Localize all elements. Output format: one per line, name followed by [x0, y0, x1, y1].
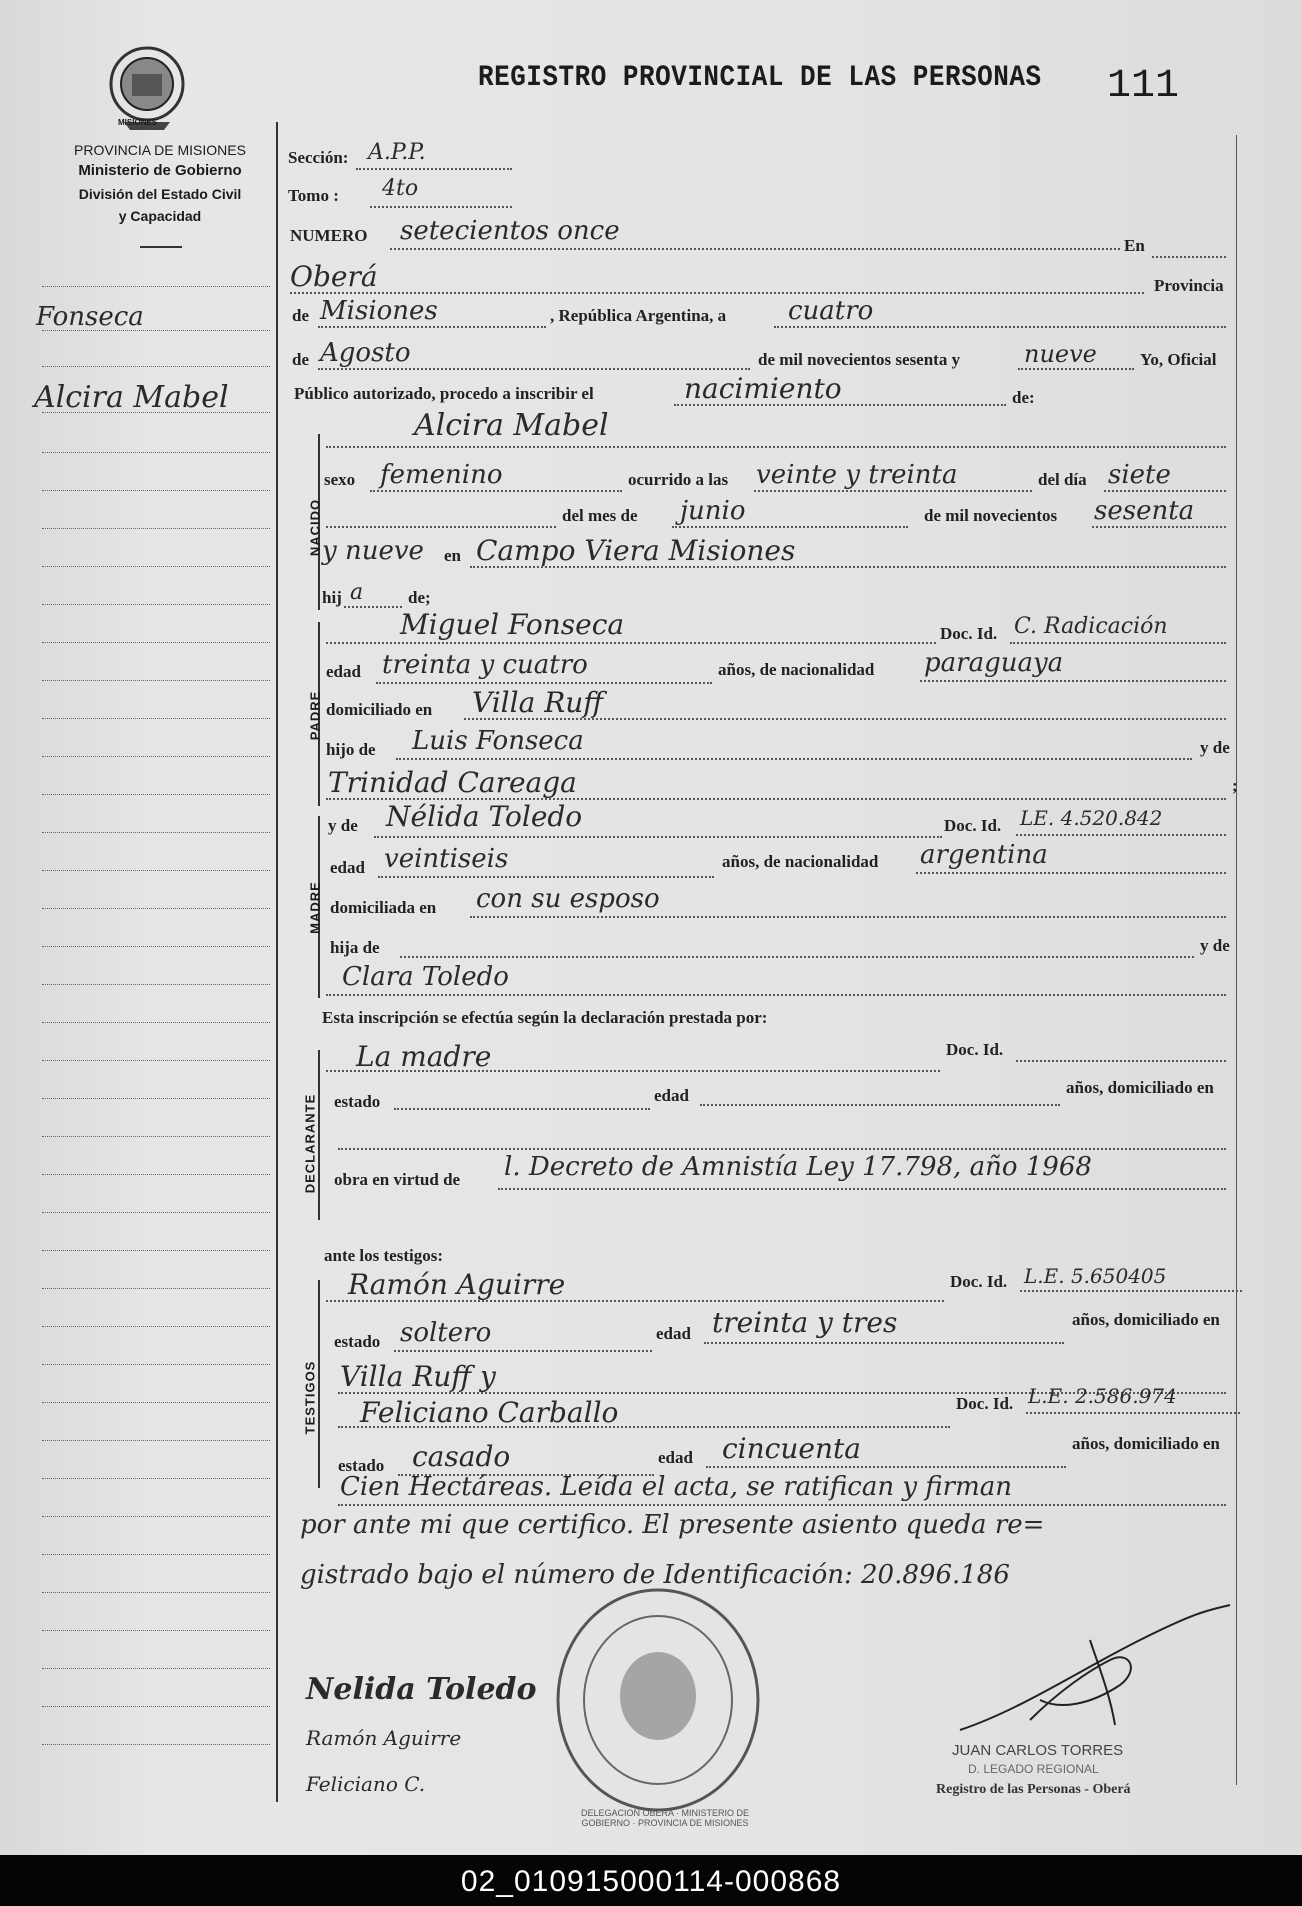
field-line: [318, 326, 546, 328]
hij-label: hij: [322, 588, 342, 607]
place-value: Oberá: [290, 260, 378, 293]
ministry-name: Ministerio de Gobierno: [78, 162, 242, 179]
testigo1-edad-label: edad: [656, 1324, 691, 1343]
margin-rule: [42, 984, 270, 985]
padre-hijo-label: hijo de: [326, 740, 376, 759]
field-line: [338, 1504, 1226, 1506]
birth-month-value: junio: [680, 496, 746, 526]
margin-rule: [42, 490, 270, 491]
margin-rule: [42, 1326, 270, 1327]
field-line: [370, 206, 512, 208]
margin-rule: [42, 1630, 270, 1631]
testigo1-name: Ramón Aguirre: [348, 1268, 566, 1301]
testigo1-edad-value: treinta y tres: [712, 1306, 898, 1339]
de2-label: de:: [1012, 388, 1035, 407]
field-line: [344, 606, 402, 608]
testigo1-estado-value: soltero: [400, 1318, 492, 1348]
day-value: cuatro: [788, 296, 874, 326]
testigo1-dom-value: Villa Ruff y: [340, 1360, 496, 1393]
padre-semicolon: ;: [1232, 776, 1238, 795]
section-bracket: [318, 1280, 320, 1488]
en-label: En: [1124, 236, 1145, 255]
margin-rule: [42, 1212, 270, 1213]
madre-yde2-label: y de: [1200, 936, 1230, 955]
padre-nac-value: paraguaya: [924, 648, 1064, 678]
official-office: Registro de las Personas - Oberá: [936, 1782, 1131, 1797]
padre-nac-label: años, de nacionalidad: [718, 660, 875, 679]
field-line: [400, 956, 1194, 958]
birth-day-value: siete: [1108, 460, 1171, 490]
declarante-dom-label: años, domiciliado en: [1066, 1078, 1214, 1097]
margin-rule: [42, 528, 270, 529]
margin-rule: [42, 366, 270, 367]
madre-mother-value: Clara Toledo: [342, 962, 509, 992]
margin-rule: [42, 1288, 270, 1289]
testigo2-name: Feliciano Carballo: [360, 1396, 619, 1429]
province-name: PROVINCIA DE MISIONES: [74, 142, 246, 158]
margin-rule: [42, 1516, 270, 1517]
field-line: [1152, 256, 1226, 258]
field-line: [356, 168, 512, 170]
margin-given-names: Alcira Mabel: [34, 380, 229, 415]
margin-rule: [42, 1250, 270, 1251]
margin-rule: [42, 718, 270, 719]
de-label: de: [292, 350, 309, 369]
padre-dom-label: domiciliado en: [326, 700, 433, 719]
testigo2-doc-label: Doc. Id.: [956, 1394, 1014, 1413]
declarante-doc-label: Doc. Id.: [946, 1040, 1004, 1059]
margin-rule: [42, 412, 270, 413]
footer-bar: [0, 1855, 1302, 1906]
stamp-text: DELEGACION OBERA · MINISTERIO DE GOBIERNO · PROVINCIA DE MISIONES: [580, 1808, 750, 1828]
month-value: Agosto: [320, 338, 411, 368]
field-line: [318, 368, 750, 370]
margin-divider: [276, 122, 278, 1802]
official-stamp-icon: [548, 1580, 768, 1820]
field-line: [1026, 1412, 1240, 1414]
declarante-estado-label: estado: [334, 1092, 381, 1111]
padre-edad-label: edad: [326, 662, 361, 681]
numero-label: NUMERO: [290, 226, 368, 245]
tomo-label: Tomo :: [288, 186, 339, 205]
madre-dom-label: domiciliada en: [330, 898, 437, 917]
margin-rule: [42, 1478, 270, 1479]
madre-side-label: MADRE: [307, 881, 323, 934]
padre-dom-value: Villa Ruff: [472, 686, 604, 719]
ocurrido-label: ocurrido a las: [628, 470, 729, 489]
signature-testigo-2: Feliciano C.: [306, 1772, 426, 1796]
declarante-intro: Esta inscripción se efectúa según la declaración prestada por:: [322, 1008, 768, 1027]
madre-edad-value: veintiseis: [384, 844, 509, 874]
page-title: REGISTRO PROVINCIAL DE LAS PERSONAS: [478, 59, 1042, 95]
declarante-name: La madre: [356, 1040, 492, 1073]
margin-rule: [42, 680, 270, 681]
de-label: de: [292, 306, 309, 325]
madre-dom-value: con su esposo: [476, 884, 660, 914]
field-line: [700, 1104, 1060, 1106]
testigo2-estado-value: casado: [412, 1440, 511, 1473]
padre-edad-value: treinta y cuatro: [382, 650, 588, 680]
field-line: [338, 1426, 950, 1428]
margin-rule: [42, 794, 270, 795]
field-line: [706, 1466, 1066, 1468]
field-line: [390, 248, 1120, 250]
padre-father-value: Luis Fonseca: [412, 726, 584, 756]
testigo1-doc-label: Doc. Id.: [950, 1272, 1008, 1291]
field-line: [1104, 490, 1226, 492]
field-line: [754, 490, 1032, 492]
testigo2-dom-label: años, domiciliado en: [1072, 1434, 1220, 1453]
field-line: [378, 876, 714, 878]
right-border: [1236, 135, 1237, 1785]
nacido-side-label: NACIDO: [307, 498, 323, 557]
testigo1-estado-label: estado: [334, 1332, 381, 1351]
field-line: [704, 1342, 1064, 1344]
padre-doc-label: Doc. Id.: [940, 624, 998, 643]
margin-rule: [42, 1744, 270, 1745]
madre-edad-label: edad: [330, 858, 365, 877]
testigo1-dom-label: años, domiciliado en: [1072, 1310, 1220, 1329]
testigo2-edad-label: edad: [658, 1448, 693, 1467]
division-line-1: División del Estado Civil: [78, 186, 242, 202]
field-line: [374, 836, 942, 838]
margin-rule: [42, 604, 270, 605]
field-line: [394, 1108, 650, 1110]
publico-label: Público autorizado, procedo a inscribir el: [294, 384, 594, 403]
field-line: [774, 326, 1226, 328]
margin-rule: [42, 946, 270, 947]
numero-value: setecientos once: [400, 216, 620, 246]
margin-rule: [42, 1098, 270, 1099]
seccion-value: A.P.P.: [368, 140, 426, 165]
field-line: [470, 916, 1226, 918]
field-line: [396, 758, 1192, 760]
tomo-value: 4to: [382, 176, 419, 201]
margin-rule: [42, 642, 270, 643]
nacido-name: Alcira Mabel: [414, 408, 609, 443]
field-line: [370, 490, 622, 492]
madre-yde-label: y de: [328, 816, 358, 835]
mes-label: del mes de: [562, 506, 638, 525]
official-role: D. LEGADO REGIONAL: [968, 1762, 1099, 1776]
margin-rule: [42, 286, 270, 287]
divider: [140, 246, 182, 248]
margin-rule: [42, 870, 270, 871]
madre-nac-value: argentina: [920, 840, 1048, 870]
margin-rule: [42, 1440, 270, 1441]
year-value: nueve: [1024, 340, 1097, 368]
field-line: [1016, 834, 1226, 836]
margin-rule: [42, 1402, 270, 1403]
margin-rule: [42, 330, 270, 331]
birth-place-value: Campo Viera Misiones: [476, 534, 796, 567]
madre-hija-label: hija de: [330, 938, 380, 957]
sexo-value: femenino: [380, 460, 503, 490]
margin-rule: [42, 832, 270, 833]
field-line: [326, 446, 1226, 448]
field-line: [672, 526, 908, 528]
field-line: [326, 642, 936, 644]
closing-line-2: por ante mi que certifico. El presente asiento queda re=: [300, 1510, 1045, 1540]
testigo2-edad-value: cincuenta: [722, 1432, 861, 1465]
field-line: [326, 994, 1226, 996]
margin-rule: [42, 1060, 270, 1061]
sexo-label: sexo: [324, 470, 356, 489]
del-dia-label: del día: [1038, 470, 1087, 489]
section-bracket: [318, 1050, 320, 1220]
margin-rule: [42, 756, 270, 757]
testigo2-estado-label: estado: [338, 1456, 385, 1475]
official-name: JUAN CARLOS TORRES: [952, 1742, 1124, 1759]
field-line: [1018, 368, 1134, 370]
margin-rule: [42, 566, 270, 567]
birth-year-value: sesenta: [1094, 496, 1195, 526]
margin-rule: [42, 1136, 270, 1137]
hour-value: veinte y treinta: [756, 460, 958, 490]
margin-rule: [42, 1174, 270, 1175]
field-line: [1020, 1290, 1242, 1292]
padre-doc-value: C. Radicación: [1014, 614, 1168, 639]
margin-rule: [42, 1022, 270, 1023]
en-label: en: [444, 546, 461, 565]
act-type-value: nacimiento: [684, 372, 842, 405]
official-signature-icon: [940, 1600, 1240, 1750]
margin-rule: [42, 1706, 270, 1707]
madre-doc-label: Doc. Id.: [944, 816, 1002, 835]
field-line: [326, 1070, 940, 1072]
field-line: [920, 680, 1226, 682]
margin-rule: [42, 452, 270, 453]
province-value: Misiones: [320, 296, 438, 326]
field-line: [1016, 1060, 1226, 1062]
madre-doc-value: LE. 4.520.842: [1020, 806, 1163, 830]
oficial-label: Yo, Oficial: [1140, 350, 1217, 369]
declarante-side-label: DECLARANTE: [302, 1093, 318, 1194]
field-line: [338, 1148, 1226, 1150]
seccion-label: Sección:: [288, 148, 349, 167]
seal-caption: MISIONES: [118, 118, 158, 127]
margin-surname: Fonseca: [36, 302, 144, 332]
padre-yde-label: y de: [1200, 738, 1230, 757]
file-code: 02_010915000114-000868: [460, 1865, 842, 1898]
folio-number: 111: [1107, 64, 1180, 109]
closing-line-1: Cien Hectáreas. Leída el acta, se ratifican y firman: [340, 1472, 1012, 1502]
testigos-side-label: TESTIGOS: [302, 1360, 318, 1435]
margin-rule: [42, 1364, 270, 1365]
madre-name: Nélida Toledo: [386, 800, 583, 833]
madre-nac-label: años, de nacionalidad: [722, 852, 879, 871]
closing-line-3: gistrado bajo el número de Identificación: 20.896.186: [300, 1560, 1010, 1590]
republica-label: , República Argentina, a: [550, 306, 727, 325]
field-line: [376, 682, 712, 684]
hij-de-label: de;: [408, 588, 431, 607]
margin-rule: [42, 1668, 270, 1669]
declarante-edad-label: edad: [654, 1086, 689, 1105]
field-line: [394, 1350, 652, 1352]
obra-value: l. Decreto de Amnistía Ley 17.798, año 1968: [504, 1152, 1092, 1182]
padre-name: Miguel Fonseca: [400, 608, 625, 641]
provincia-label: Provincia: [1154, 276, 1224, 295]
signature-madre: Nelida Toledo: [306, 1672, 537, 1707]
margin-rule: [42, 908, 270, 909]
nacido-mil-label: de mil novecientos: [924, 506, 1058, 525]
padre-mother-value: Trinidad Careaga: [328, 766, 577, 799]
obra-label: obra en virtud de: [334, 1170, 461, 1189]
testigo1-doc-value: L.E. 5.650405: [1024, 1264, 1167, 1288]
testigos-intro: ante los testigos:: [324, 1246, 443, 1265]
field-line: [1010, 642, 1226, 644]
field-line: [290, 292, 1144, 294]
field-line: [326, 1300, 944, 1302]
margin-rule: [42, 1554, 270, 1555]
padre-side-label: PADRE: [307, 690, 323, 741]
signature-testigo-1: Ramón Aguirre: [306, 1726, 462, 1750]
division-line-2: y Capacidad: [118, 208, 202, 224]
field-line: [1092, 526, 1226, 528]
field-line: [916, 872, 1226, 874]
field-line: [498, 1188, 1226, 1190]
hij-value: a: [350, 580, 364, 605]
testigo2-doc-value: L.E. 2.586.974: [1028, 1384, 1177, 1408]
birth-year-value-2: y nueve: [322, 536, 424, 566]
field-line: [326, 526, 556, 528]
mil-label: de mil novecientos sesenta y: [758, 350, 961, 369]
margin-rule: [42, 1592, 270, 1593]
